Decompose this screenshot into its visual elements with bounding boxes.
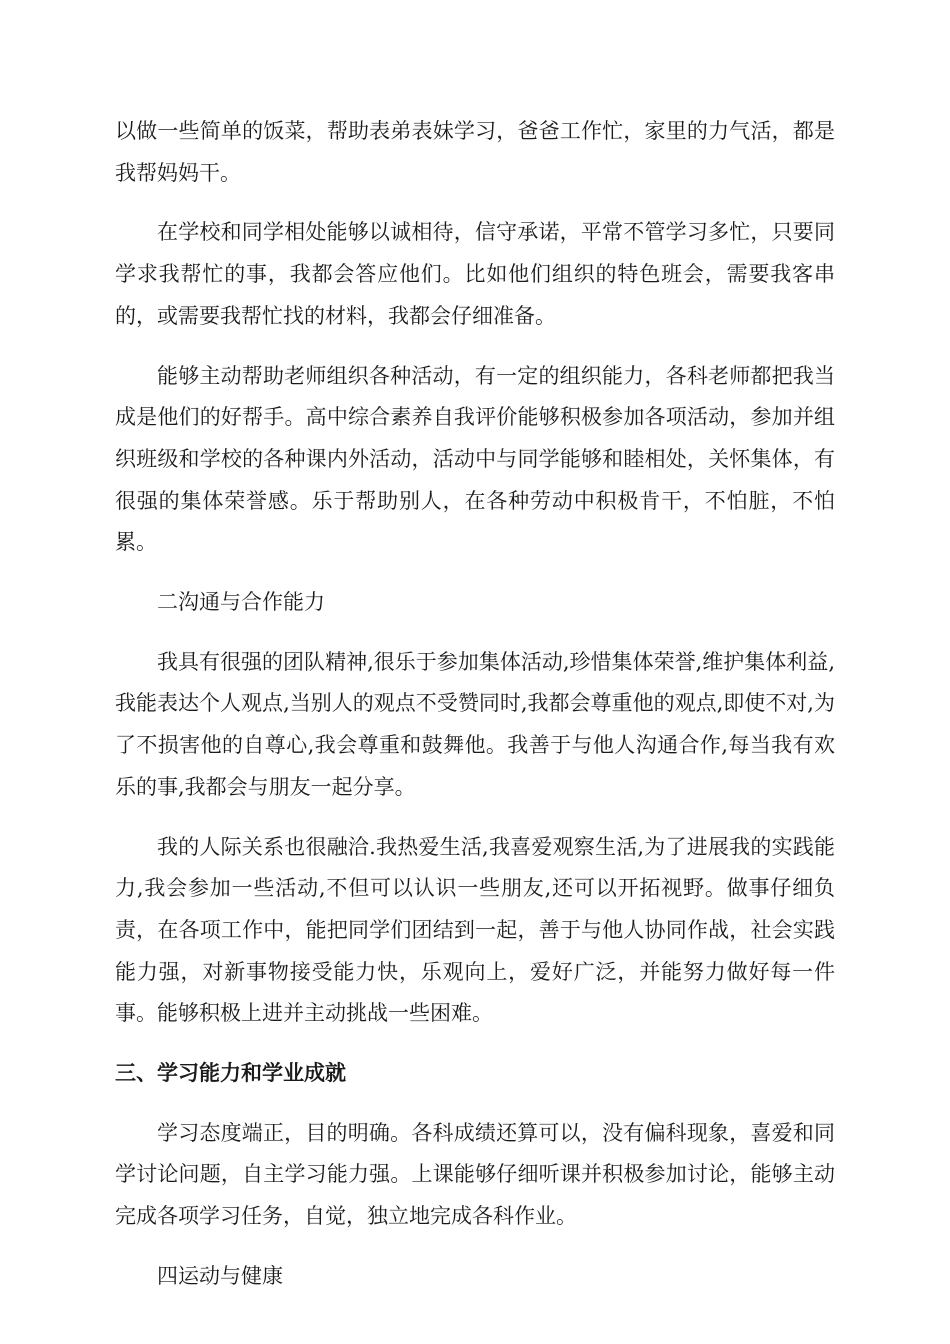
paragraph-learning: 学习态度端正，目的明确。各科成绩还算可以，没有偏科现象，喜爱和同学讨论问题，自主学习能力强。上课能够仔细听课并积极参加讨论，能够主动完成各项学习任务，自觉，独立地完成各科作业。	[115, 1120, 835, 1229]
section-heading-learning: 三、学习能力和学业成就	[115, 1061, 346, 1086]
paragraph-continuation: 以做一些简单的饭菜，帮助表弟表妹学习，爸爸工作忙，家里的力气活，都是我帮妈妈干。	[115, 119, 835, 185]
paragraph-classmates: 在学校和同学相处能够以诚相待，信守承诺，平常不管学习多忙，只要同学求我帮忙的事，我都会答应他们。比如他们组织的特色班会，需要我客串的，或需要我帮忙找的材料，我都会仔细准备。	[115, 220, 835, 328]
paragraph-relationships: 我的人际关系也很融洽.我热爱生活,我喜爱观察生活,为了进展我的实践能力,我会参加一些活动,不但可以认识一些朋友,还可以开拓视野。做事仔细负责，在各项工作中，能把同学们团结到一起，善于与他人协同作战，社会实践能力强，对新事物接受能力快，乐观向上，爱好广泛，并能努力做好每一件事。能够积极上进并主动挑战一些困难。	[115, 834, 835, 1026]
paragraph-teamwork: 我具有很强的团队精神,很乐于参加集体活动,珍惜集体荣誉,维护集体利益,我能表达个人观点,当别人的观点不受赞同时,我都会尊重他的观点,即使不对,为了不损害他的自尊心,我会尊重和鼓舞他。我善于与他人沟通合作,每当我有欢乐的事,我都会与朋友一起分享。	[115, 649, 835, 799]
section-heading-communication: 二沟通与合作能力	[157, 590, 325, 615]
paragraph-activities: 能够主动帮助老师组织各种活动，有一定的组织能力，各科老师都把我当成是他们的好帮手。高中综合素养自我评价能够积极参加各项活动，参加并组织班级和学校的各种课内外活动，活动中与同学能够和睦相处，关怀集体，有很强的集体荣誉感。乐于帮助别人，在各种劳动中积极肯干，不怕脏，不怕累。	[115, 363, 835, 555]
section-heading-sports: 四运动与健康	[157, 1263, 283, 1288]
document-body	[115, 111, 835, 1316]
